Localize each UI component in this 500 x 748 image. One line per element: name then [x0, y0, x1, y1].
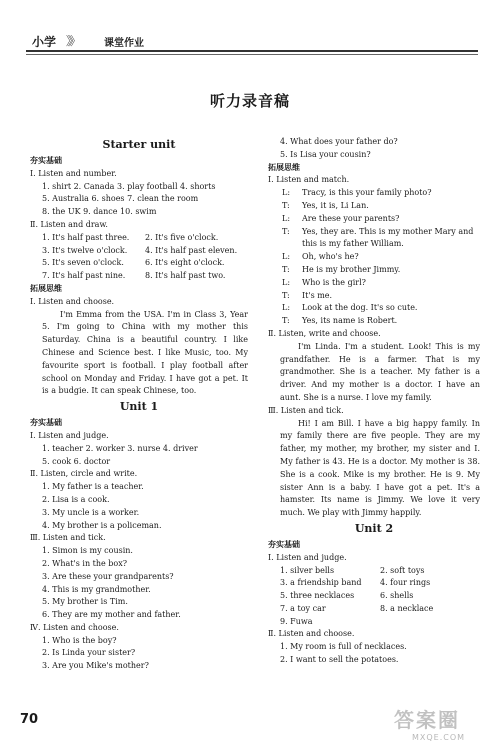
- list-item: 5. My brother is Tim.: [42, 597, 128, 607]
- utterance: Tracy, is this your family photo?: [302, 188, 432, 198]
- dialogue-line: [268, 187, 480, 200]
- list-item: 8. the UK 9. dance 10. swim: [42, 207, 157, 217]
- list-item: [268, 565, 480, 578]
- speaker: L:: [282, 213, 291, 223]
- section-label: 夯实基础: [30, 418, 62, 428]
- dialogue-line: [268, 315, 480, 328]
- list-item: 6. They are my mother and father.: [42, 610, 181, 620]
- list-item: 5. Is Lisa your cousin?: [280, 149, 371, 159]
- unit-title: Unit 1: [119, 400, 159, 414]
- dialogue-line: [268, 226, 480, 252]
- pair-right: 8. It's half past two.: [145, 271, 226, 281]
- left-column: [30, 136, 248, 673]
- section-label: 拓展思维: [30, 283, 62, 293]
- pair-right: 4. It's half past eleven.: [145, 245, 238, 255]
- pair-right: 6. shells: [380, 591, 414, 601]
- series-label: 课堂作业: [104, 38, 144, 49]
- speaker: T:: [282, 290, 290, 300]
- page-header: [22, 30, 480, 52]
- list-item: 2. I want to sell the potatoes.: [280, 655, 399, 665]
- section-label: 拓展思维: [268, 162, 300, 172]
- pair-left: 3. a friendship band: [280, 578, 362, 588]
- dialogue-line: [268, 302, 480, 315]
- utterance: Are these your parents?: [302, 213, 400, 223]
- list-item: [30, 245, 248, 258]
- utterance: Yes, it is, Li Lan.: [302, 200, 369, 210]
- question-heading: Ⅱ. Listen and draw.: [30, 219, 108, 229]
- list-item: 1. My room is full of necklaces.: [280, 642, 407, 652]
- list-item: 2. What's in the box?: [42, 558, 128, 568]
- pair-left: 5. It's seven o'clock.: [42, 258, 124, 268]
- list-item: 1. shirt 2. Canada 3. play football 4. shorts: [42, 181, 216, 191]
- pair-left: 1. It's half past three.: [42, 232, 130, 242]
- passage: Hi! I am Bill. I have a big happy family. In my family there are five people. They are my father, my mother, my brother, my sister and I. My father is 43. He is a doctor. My mother is 38. She is a cook. Mike is my brother. He is 9. My sister Ann is a baby. I have got a pet. It's a hamster. Its name is Jimmy. We love it very much. We play with Jimmy happily.: [280, 418, 480, 518]
- pair-right: 4. four rings: [380, 578, 431, 588]
- question-heading: Ⅱ. Listen, circle and write.: [30, 469, 138, 479]
- unit-title: Starter unit: [102, 138, 176, 151]
- list-item: 2. Lisa is a cook.: [42, 494, 110, 504]
- pair-right: 8. a necklace: [380, 603, 434, 613]
- header-rule-thin: [26, 54, 478, 55]
- list-item: 2. Is Linda your sister?: [42, 648, 136, 658]
- utterance: It's me.: [302, 290, 333, 300]
- pair-right: 2. soft toys: [380, 565, 425, 575]
- speaker: L:: [282, 252, 291, 262]
- list-item: 4. My brother is a policeman.: [42, 520, 162, 530]
- speaker: L:: [282, 188, 291, 198]
- pair-left: 1. silver bells: [280, 565, 335, 575]
- list-item: 5. Australia 6. shoes 7. clean the room: [42, 194, 199, 204]
- list-item: 9. Fuwa: [280, 616, 313, 626]
- pair-right: 6. It's eight o'clock.: [145, 258, 225, 268]
- right-column: [268, 136, 480, 667]
- list-item: 4. What does your father do?: [280, 137, 398, 146]
- dialogue-line: [268, 290, 480, 303]
- question-heading: Ⅳ. Listen and choose.: [30, 622, 119, 632]
- watermark-logo: [394, 704, 490, 740]
- passage: I'm Emma from the USA. I'm in Class 3, Year 5. I'm going to China with my mother this Saturday. China is a beautiful country. I like Chinese and Science best. I like Music, too. My favourite sport is football. I play football after school on Monday and Friday. I have got a pet. It is a budgie. It can speak Chinese, too.: [42, 309, 248, 396]
- list-item: [30, 232, 248, 245]
- question-heading: Ⅲ. Listen and tick.: [30, 533, 106, 543]
- list-item: 3. Are these your grandparents?: [42, 571, 174, 581]
- chevron-icon: 》》: [66, 34, 79, 48]
- list-item: 1. Who is the boy?: [42, 635, 117, 645]
- dialogue-line: [268, 200, 480, 213]
- list-item: 1. My father is a teacher.: [42, 482, 144, 492]
- brand-label: 小学: [32, 35, 57, 49]
- dialogue-line: [268, 251, 480, 264]
- pair-left: 7. a toy car: [280, 603, 326, 613]
- pair-left: 3. It's twelve o'clock.: [42, 245, 128, 255]
- speaker: T:: [282, 200, 290, 210]
- header-rule: [26, 50, 478, 52]
- question-heading: Ⅰ. Listen and choose.: [30, 296, 115, 306]
- question-heading: Ⅰ. Listen and judge.: [30, 430, 109, 440]
- question-heading: Ⅰ. Listen and match.: [268, 175, 350, 185]
- speaker: L:: [282, 303, 291, 313]
- utterance: Yes, its name is Robert.: [302, 316, 398, 326]
- list-item: 3. Are you Mike's mother?: [42, 661, 149, 671]
- list-item: 1. Simon is my cousin.: [42, 546, 133, 556]
- dialogue-line: [268, 277, 480, 290]
- question-heading: Ⅲ. Listen and tick.: [268, 405, 344, 415]
- pair-left: 7. It's half past nine.: [42, 271, 126, 281]
- dialogue-line: [268, 264, 480, 277]
- utterance: Yes, they are. This is my mother Mary and this is my father William.: [302, 226, 474, 249]
- list-item: 3. My uncle is a worker.: [42, 507, 140, 517]
- page-number: 70: [20, 712, 39, 727]
- dialogue-line: [268, 213, 480, 226]
- utterance: Oh, who's he?: [302, 252, 359, 262]
- question-heading: Ⅱ. Listen and choose.: [268, 629, 355, 639]
- speaker: T:: [282, 264, 290, 274]
- question-heading: Ⅰ. Listen and number.: [30, 168, 117, 178]
- list-item: [268, 603, 480, 616]
- speaker: T:: [282, 226, 290, 236]
- watermark-text: 答案圈: [394, 708, 460, 732]
- pair-right: 2. It's five o'clock.: [145, 232, 219, 242]
- section-label: 夯实基础: [268, 539, 300, 549]
- list-item: 4. This is my grandmother.: [42, 584, 151, 594]
- passage: I'm Linda. I'm a student. Look! This is my grandfather. He is a farmer. That is my grandmother. She is a teacher. My father is a driver. And my mother is a doctor. I have an aunt. She is a nurse. I love my family.: [280, 341, 480, 402]
- question-heading: Ⅰ. Listen and judge.: [268, 552, 347, 562]
- speaker: T:: [282, 316, 290, 326]
- list-item: 5. cook 6. doctor: [42, 456, 111, 466]
- list-item: [268, 590, 480, 603]
- speaker: L:: [282, 277, 291, 287]
- list-item: 1. teacher 2. worker 3. nurse 4. driver: [42, 443, 198, 453]
- section-label: 夯实基础: [30, 156, 62, 165]
- watermark-url: MXQE.COM: [412, 733, 466, 742]
- page-title: 听力录音稿: [209, 92, 290, 110]
- unit-title: Unit 2: [354, 521, 394, 535]
- list-item: [268, 577, 480, 590]
- utterance: He is my brother Jimmy.: [302, 264, 401, 274]
- list-item: [30, 270, 248, 283]
- list-item: [30, 257, 248, 270]
- question-heading: Ⅱ. Listen, write and choose.: [268, 328, 381, 338]
- utterance: Look at the dog. It's so cute.: [302, 303, 418, 313]
- pair-left: 5. three necklaces: [280, 591, 355, 601]
- utterance: Who is the girl?: [302, 277, 366, 287]
